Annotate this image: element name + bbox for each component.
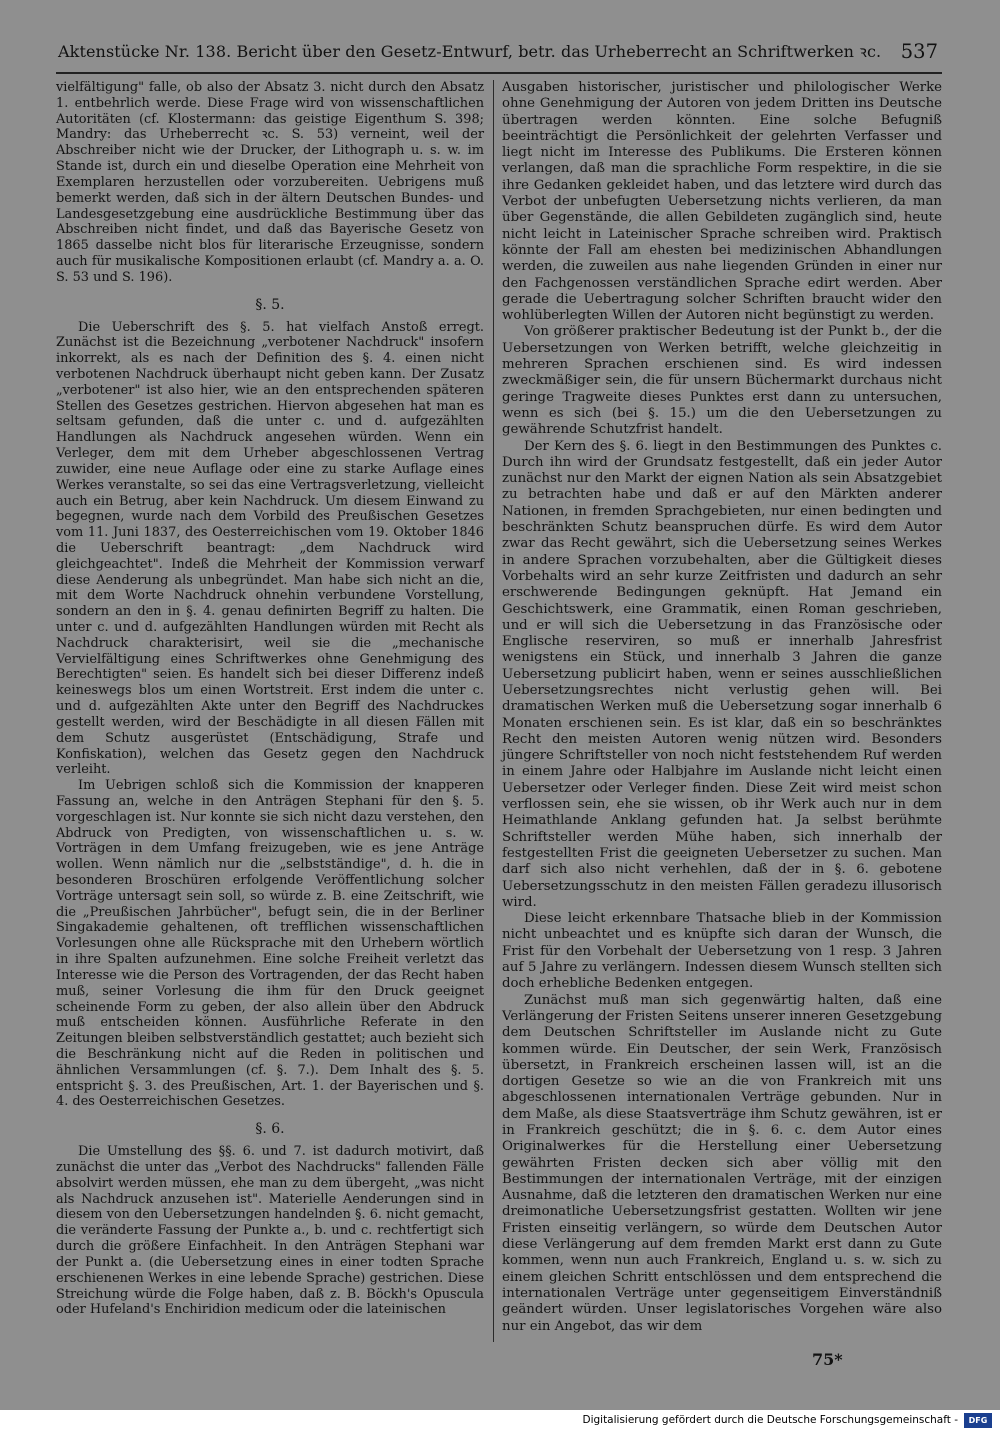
section-heading: §. 6.	[255, 1121, 285, 1138]
right-column	[502, 80, 942, 1335]
column-divider	[493, 80, 494, 1342]
paragraph: Die Umstellung des §§. 6. und 7. ist dadurch motivirt, daß zunächst die unter das „Verbot des Nachdrucks" fallenden Fälle absolvirt werden müssen, ehe man zu dem übergeht, „was nicht als Nachdruck anzusehen ist". Materielle Aenderungen sind in diesem von den Uebersetzungen handelnden §. 6. nicht gemacht, die veränderte Fassung der Punkte a., b. und c. rechtfertigt sich durch die größere Einfachheit. In den Anträgen Stephani war der Punkt a. (die Uebersetzung eines in einer todten Sprache erschienenen Werkes in eine lebende Sprache) gestrichen. Diese Streichung würde die Folge haben, daß z. B. Böckh's Opuscula oder Hufeland's Enchiridion medicum oder die lateinischen	[56, 1144, 484, 1318]
paragraph: vielfältigung" falle, ob also der Absatz 3. nicht durch den Absatz 1. entbehrlich werde. Diese Frage wird von wissenschaftlichen Autoritäten (cf. Klostermann: das geistige Eigenthum S. 398; Mandry: das Urheberrecht ꝛc. S. 53) verneint, weil der Abschreiber nicht wie der Drucker, der Lithograph u. s. w. im Stande ist, durch ein und dieselbe Operation eine Mehrheit von Exemplaren herzustellen oder vorzubereiten. Uebrigens muß bemerkt werden, daß sich in der ältern Deutschen Bundes- und Landesgesetzgebung eine ausdrückliche Bestimmung über das Abschreiben nicht findet, und daß das Bayerische Gesetz von 1865 dasselbe nicht blos für literarische Erzeugnisse, sondern auch für musikalische Kompositionen erlaubt (cf. Mandry a. a. O. S. 53 und S. 196).	[56, 80, 484, 285]
paragraph: Diese leicht erkennbare Thatsache blieb in der Kommission nicht unbeachtet und es knüpfte sich daran der Wunsch, die Frist für den Vorbehalt der Uebersetzung von 1 resp. 3 Jahren auf 5 Jahre zu verlängern. Indessen diesem Wunsch stellten sich doch erhebliche Bedenken entgegen.	[502, 911, 942, 992]
section-heading: §. 5.	[255, 296, 285, 313]
paragraph: Die Ueberschrift des §. 5. hat vielfach Anstoß erregt. Zunächst ist die Bezeichnung „verbotener Nachdruck" insofern inkorrekt, als es nach der Definition des §. 4. einen nicht verbotenen Nachdruck überhaupt nicht geben kann. Der Zusatz „verbotener" ist also hier, wie an den entsprechenden späteren Stellen des Gesetzes gestrichen. Hiervon abgesehen hat man es seltsam gefunden, daß die unter c. und d. aufgezählten Handlungen als Nachdruck angesehen würden. Wenn ein Verleger, dem mit dem Urheber abgeschlossenen Vertrag zuwider, eine neue Auflage oder eine zu starke Auflage eines Werkes veranstalte, so sei das eine Vertragsverletzung, vielleicht auch ein Betrug, aber kein Nachdruck. Um diesem Einwand zu begegnen, wurde nach dem Vorbild des Preußischen Gesetzes vom 11. Juni 1837, des Oesterreichischen vom 19. Oktober 1846 die Ueberschrift beantragt: „dem Nachdruck wird gleichgeachtet". Indeß die Mehrheit der Kommission verwarf diese Aenderung als unbegründet. Man habe sich nicht an die, mit dem Worte Nachdruck ohnehin verbundene Vorstellung, sondern an den in §. 4. genau definirten Begriff zu halten. Die unter c. und d. aufgezählten Handlungen würden mit Recht als Nachdruck charakterisirt, weil sie die „mechanische Vervielfältigung eines Schriftwerkes ohne Genehmigung des Berechtigten" seien. Es handelt sich bei dieser Differenz indeß keineswegs blos um einen Wortstreit. Erst indem die unter c. und d. aufgezählten Akte unter den Begriff des Nachdruckes gestellt werden, wird der Beschädigte in all diesen Fällen mit dem Schutz ausgerüstet (Entschädigung, Strafe und Konfiskation), welchen das Gesetz gegen den Nachdruck verleiht.	[56, 319, 484, 778]
paragraph: Im Uebrigen schloß sich die Kommission der knapperen Fassung an, welche in den Anträgen Stephani für den §. 5. vorgeschlagen ist. Nur konnte sie sich nicht dazu verstehen, den Abdruck von Predigten, von wissenschaftlichen u. s. w. Vorträgen in dem Umfang freizugeben, wie es jene Anträge wollen. Wenn nämlich nur die „selbstständige", d. h. die in besonderen Broschüren erfolgende Veröffentlichung solcher Vorträge untersagt sein soll, so würde z. B. eine Zeitschrift, wie die „Preußischen Jahrbücher", befugt sein, die in der Berliner Singakademie gehaltenen, oft trefflichen wissenschaftlichen Vorlesungen ohne alle Rücksprache mit den Urhebern wörtlich in ihre Spalten aufzunehmen. Eine solche Freiheit verletzt das Interesse wie die Person des Vortragenden, der das Recht haben muß, seiner Vorlesung die ihm für den Druck geeignet scheinende Form zu geben, der also allein über den Abdruck muß entscheiden können. Ausführliche Referate in den Zeitungen bleiben selbstverständlich gestattet; auch bezieht sich die Beschränkung nicht auf die Reden in politischen und ähnlichen Versammlungen (cf. §. 7.). Dem Inhalt des §. 5. entspricht §. 3. des Preußischen, Art. 1. der Bayerischen und §. 4. des Oesterreichischen Gesetzes.	[56, 778, 484, 1110]
digitization-footer	[0, 1410, 1000, 1432]
header-rule	[56, 72, 942, 74]
paragraph: Zunächst muß man sich gegenwärtig halten, daß eine Verlängerung der Fristen Seitens unserer inneren Gesetzgebung dem Deutschen Schriftsteller im Auslande nicht zu Gute kommen würde. Ein Deutscher, der sein Werk, Französisch übersetzt, in Frankreich erscheinen lassen will, ist an die dortigen Gesetze so wie an die von Frankreich mit uns abgeschlossenen internationalen Verträge gebunden. Nur in dem Maße, als diese Staatsverträge ihm Schutz gewähren, ist er in Frankreich geschützt; die in §. 6. c. dem Autor eines Originalwerkes für die Herstellung einer Uebersetzung gewährten Fristen decken sich aber völlig mit den Bestimmungen der internationalen Verträge, mit der einzigen Ausnahme, daß die letzteren den dramatischen Werken nur eine dreimonatliche Uebersetzungsfrist gestatten. Wollten wir jene Fristen einseitig verlängern, so würde dem Deutschen Autor diese Verlängerung auf dem fremden Markt erst dann zu Gute kommen, wenn nun auch Frankreich, England u. s. w. sich zu einem gleichen Schritt entschlössen und dem entsprechend die internationalen Verträge unter gegenseitigem Einverständniß geändert würden. Unser legislatorisches Vorgehen wäre also nur ein Angebot, das wir dem	[502, 992, 942, 1334]
left-column	[56, 80, 484, 1318]
paragraph: Der Kern des §. 6. liegt in den Bestimmungen des Punktes c. Durch ihn wird der Grundsatz festgestellt, daß ein jeder Autor zunächst nur den Markt der eignen Nation als sein Absatzgebiet zu betrachten habe und daß er auf den Märkten anderer Nationen, in fremden Sprachgebieten, nur einen bedingten und beschränkten Schutz beanspruchen dürfe. Es wird dem Autor zwar das Recht gewährt, sich die Uebersetzung seines Werkes in andere Sprachen vorzubehalten, aber die Gültigkeit dieses Vorbehalts wird an sehr kurze Zeitfristen und dadurch an sehr erschwerende Bedingungen geknüpft. Hat Jemand ein Geschichtswerk, eine Grammatik, einen Roman geschrieben, und er will sich die Uebersetzung in das Französische oder Englische reserviren, so muß er innerhalb Jahresfrist wenigstens ein Stück, und innerhalb 3 Jahren die ganze Uebersetzung publicirt haben, wenn er seines ausschließlichen Uebersetzungsrechtes nicht verlustig gehen will. Bei dramatischen Werken muß die Uebersetzung sogar innerhalb 6 Monaten erschienen sein. Es ist klar, daß ein so beschränktes Recht den meisten Autoren wenig nützen wird. Besonders jüngere Schriftsteller von noch nicht feststehendem Ruf werden in einem Jahre oder Halbjahre im Auslande nicht leicht einen Uebersetzer oder Verleger finden. Diese Zeit wird meist schon verflossen sein, ehe sie wissen, ob ihr Werk auch nur in dem Heimathlande Anklang gefunden hat. Ja selbst berühmte Schriftsteller werden Mühe haben, sich innerhalb der festgestellten Frist die geeigneten Uebersetzer zu suchen. Man darf sich also nicht verhehlen, daß der in §. 6. gebotene Uebersetzungsschutz in den meisten Fällen geradezu illusorisch wird.	[502, 438, 942, 910]
page-number: 537	[900, 40, 938, 63]
funding-credit: Digitalisierung gefördert durch die Deutsche Forschungsgemeinschaft -	[582, 1414, 958, 1426]
paragraph: Von größerer praktischer Bedeutung ist der Punkt b., der die Uebersetzungen von Werken betrifft, welche gleichzeitig in mehreren Sprachen erschienen sind. Es wird indessen zweckmäßiger sein, die für unsern Büchermarkt durchaus nicht geringe Tragweite dieses Punktes erst dann zu untersuchen, wenn es sich (bei §. 15.) um die den Uebersetzungen zu gewährende Schutzfrist handelt.	[502, 324, 942, 438]
page-header	[58, 38, 938, 68]
running-title: Aktenstücke Nr. 138. Bericht über den Gesetz-Entwurf, betr. das Urheberrecht an Schriftwerken ꝛc.	[58, 42, 882, 61]
dfg-logo: DFG	[964, 1413, 992, 1428]
paragraph: Ausgaben historischer, juristischer und philologischer Werke ohne Genehmigung der Autoren von jedem Dritten ins Deutsche übertragen werden könnten. Eine solche Befugniß beeinträchtigt die Persönlichkeit der gelehrten Verfasser und liegt nicht im Interesse des Publikums. Die Ersteren können verlangen, daß man die sprachliche Form respektire, in die sie ihre Gedanken gekleidet haben, und das letztere wird durch das Verbot der unbefugten Uebersetzung nichts verlieren, da man über Gegenstände, die allen Gebildeten zugänglich sind, heute nicht leicht in Lateinischer Sprache schreiben wird. Praktisch könnte der Fall am ehesten bei medizinischen Abhandlungen werden, die zuweilen aus nahe liegenden Gründen in einer nur den Fachgenossen verständlichen Sprache edirt werden. Aber gerade die Uebertragung solcher Schriften braucht wider den wohlüberlegten Willen der Autoren nicht begünstigt zu werden.	[502, 80, 942, 324]
sheet-signature: 75*	[812, 1350, 843, 1369]
